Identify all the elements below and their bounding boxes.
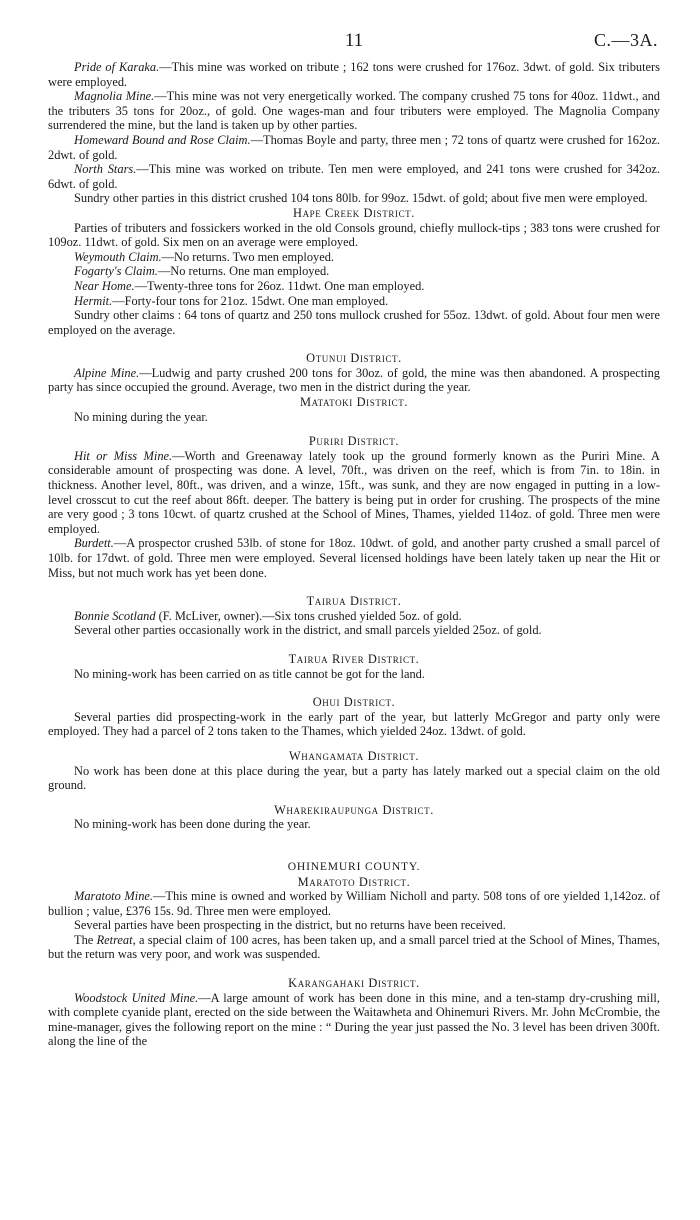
mine-name: Woodstock United Mine. <box>74 990 199 1005</box>
district-heading: Whangamata District. <box>288 748 420 763</box>
paragraph: No mining during the year. <box>74 409 208 424</box>
paragraph: Weymouth Claim.—No returns. Two men employed. <box>74 249 334 264</box>
paragraph: Several parties did prospecting-work in the early part of the year, but latterly McGregor and party only were employed. They had a parcel of 2 tons taken to the Thames, which yielded 24oz. 13dwt. of gold. <box>48 709 660 739</box>
paragraph: Magnolia Mine.—This mine was not very energetically worked. The company crushed 75 tons for 40oz. 11dwt., and the tributers 35 tons for 20oz., of gold. One wages-man and four tributers were employed. The Magnolia Company surrendered the mine, but the land is taken up by other parties. <box>48 89 660 133</box>
paragraph: No work has been done at this place during the year, but a party has lately marked out a special claim on the old ground. <box>48 763 660 793</box>
district-heading: Tairua River District. <box>288 651 420 666</box>
mine-name: Magnolia Mine. <box>74 89 155 104</box>
claim-name: Retreat <box>96 932 133 947</box>
mine-name: Maratoto Mine. <box>74 889 153 904</box>
paragraph: Fogarty's Claim.—No returns. One man employed. <box>74 264 330 279</box>
paragraph: Sundry other parties in this district crushed 104 tons 80lb. for 99oz. 15dwt. of gold; about five men were employed. <box>74 191 648 206</box>
paragraph: Homeward Bound and Rose Claim.—Thomas Boyle and party, three men ; 72 tons of quartz were crushed for 162oz. 2dwt. of gold. <box>48 132 660 162</box>
paragraph: Bonnie Scotland (F. McLiver, owner).—Six tons crushed yielded 5oz. of gold. <box>74 608 462 623</box>
claim-name: Near Home. <box>74 278 135 293</box>
district-heading: Tairua District. <box>306 594 402 609</box>
district-heading: Matatoki District. <box>299 395 409 410</box>
paragraph: No mining-work has been carried on as title cannot be got for the land. <box>74 666 425 681</box>
mine-name: Burdett. <box>74 536 114 551</box>
paragraph: Near Home.—Twenty-three tons for 26oz. 11dwt. One man employed. <box>74 278 425 293</box>
paragraph: Maratoto Mine.—This mine is owned and worked by William Nicholl and party. 508 tons of ore yielded 1,142oz. of bullion ; value, £376 15s. 9d. Three men were employed. <box>48 889 660 918</box>
district-heading: Otunui District. <box>306 351 402 366</box>
paragraph: Parties of tributers and fossickers worked in the old Consols ground, chiefly mullock-tips ; 383 tons were crushed for 109oz. 11dwt. of gold. Six men on an average were employed. <box>48 220 660 250</box>
paragraph: Several parties have been prospecting in the district, but no returns have been received. <box>74 918 506 933</box>
mine-name: Hit or Miss Mine. <box>74 448 173 463</box>
paragraph: Hermit.—Forty-four tons for 21oz. 15dwt. One man employed. <box>74 293 389 308</box>
county-heading: OHINEMURI COUNTY. <box>287 859 421 873</box>
paragraph: No mining-work has been done during the year. <box>74 817 311 832</box>
district-heading: Karangahaki District. <box>288 976 420 991</box>
document-reference: C.—3A. <box>593 30 658 50</box>
mine-name: Pride of Karaka. <box>74 60 160 74</box>
paragraph: Burdett.—A prospector crushed 53lb. of stone for 18oz. 10dwt. of gold, and another party crushed a small parcel of 10lb. for 17dwt. of gold. Three men were employed. Several licensed holdings have been lately taken up near the Hit or Miss, but not much work has yet been done. <box>48 536 660 580</box>
paragraph: Several other parties occasionally work in the district, and small parcels yielded 25oz. of gold. <box>74 623 542 638</box>
page-header <box>48 30 660 60</box>
claim-name: Weymouth Claim. <box>74 249 162 264</box>
mine-name: Alpine Mine. <box>74 365 140 380</box>
district-heading: Maratoto District. <box>297 874 411 889</box>
paragraph: Alpine Mine.—Ludwig and party crushed 200 tons for 30oz. of gold, the mine was then abandoned. A prospecting party has since occupied the ground. Average, two men in the district during the year. <box>48 365 661 395</box>
district-heading: Hape Creek District. <box>293 205 415 220</box>
paragraph: North Stars.—This mine was worked on tribute. Ten men were employed, and 241 tons were crushed for 342oz. 6dwt. of gold. <box>48 162 661 191</box>
mine-name: Bonnie Scotland <box>74 608 156 623</box>
mine-name: North Stars. <box>74 162 137 177</box>
document-page <box>48 30 660 1049</box>
paragraph: Hit or Miss Mine.—Worth and Greenaway lately took up the ground formerly known as the Puriri Mine. A considerable amount of prospecting was done. A level, 70ft., was driven on the reef, which is from 7in. to 18in. in thickness. Another level, 80ft., was driven, and a winze, 15ft., was sunk, and they are now engaged in putting in a low-level crosscut to cut the reef about 86ft. deeper. The battery is being put in order for crushing. The prospects of the mine are very good ; 3 tons 10cwt. of quartz crushed at the School of Mines, Thames, yielded 114oz. of gold. Three men were employed. <box>48 448 661 536</box>
district-heading: Wharekiraupunga District. <box>274 802 434 817</box>
paragraph: Sundry other claims : 64 tons of quartz and 250 tons mullock crushed for 55oz. 13dwt. of gold. About four men were employed on the average. <box>48 308 660 337</box>
page-number: 11 <box>344 30 364 51</box>
district-heading: Puriri District. <box>308 434 400 449</box>
claim-name: Hermit. <box>74 293 113 308</box>
paragraph: The Retreat, a special claim of 100 acres, has been taken up, and a small parcel tried at the School of Mines, Thames, but the return was very poor, and work was suspended. <box>48 932 660 962</box>
claim-name: Fogarty's Claim. <box>74 264 158 279</box>
paragraph: Pride of Karaka.—This mine was worked on tribute ; 162 tons were crushed for 176oz. 3dwt. of gold. Six tributers were employed. <box>48 60 660 89</box>
mine-name: Homeward Bound and Rose Claim. <box>74 132 251 147</box>
district-heading: Ohui District. <box>312 695 396 710</box>
paragraph: Woodstock United Mine.—A large amount of work has been done in this mine, and a ten-stamp dry-crushing mill, with complete cyanide plant, erected on the side between the Waitawheta and Ohinemuri Rivers. Mr. John McCrombie, the mine-manager, gives the following report on the mine : “ During the year just passed the No. 3 level has been driven 300ft. along the line of the <box>48 990 660 1049</box>
